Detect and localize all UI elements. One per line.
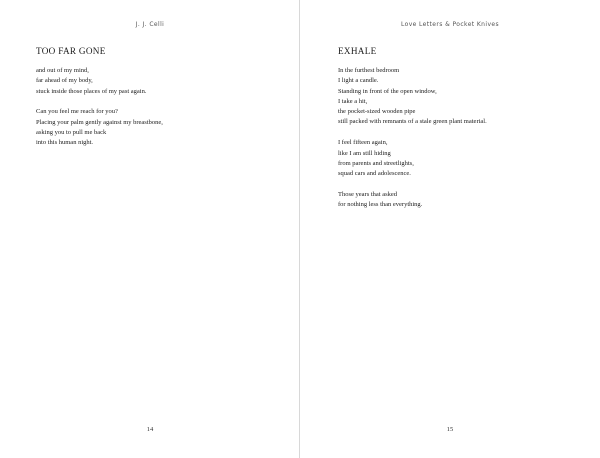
poem-line: the pocket-sized wooden pipe [338, 108, 416, 116]
running-head-book-title: Love Letters & Pocket Knives [400, 21, 500, 28]
poem-line: Standing in front of the open window, [338, 87, 437, 95]
poem-line: I feel fifteen again, [338, 139, 388, 147]
poem-line: I light a candle. [338, 77, 379, 85]
poem-line: Those years that asked [338, 190, 398, 198]
poem-line: far ahead of my body, [36, 77, 93, 85]
poem-title: EXHALE [338, 46, 377, 56]
poem-line: still packed with remnants of a stale green plant material. [338, 118, 487, 126]
poem-line: In the furthest bedroom [338, 67, 400, 74]
poem-line: from parents and streetlights, [338, 159, 414, 167]
poem-line: squad cars and adolescence. [338, 170, 411, 178]
poem-line: I take a hit, [338, 97, 368, 105]
poem-exhale [338, 46, 588, 221]
stanza [338, 138, 588, 179]
poem-line: stuck inside those places of my past again. [36, 87, 147, 95]
page-number: 15 [446, 426, 454, 433]
right-page [300, 0, 600, 458]
poem-line: into this human night. [36, 139, 94, 147]
stanza [36, 107, 286, 148]
poem-line: like I am still hiding [338, 149, 391, 157]
page-number: 14 [146, 426, 154, 433]
poem-line: for nothing less than everything. [338, 201, 423, 209]
poem-too-far-gone [36, 46, 286, 159]
poem-line: Placing your palm gently against my breastbone, [36, 118, 163, 126]
poem-line: asking you to pull me back [36, 128, 107, 136]
poem-title: TOO FAR GONE [36, 46, 106, 56]
stanza [36, 66, 286, 97]
running-head-author: J. J. Celli [135, 21, 165, 28]
poem-line: and out of my mind, [36, 67, 89, 74]
stanza [338, 190, 588, 211]
stanza [338, 66, 588, 128]
poem-line: Can you feel me reach for you? [36, 108, 118, 116]
